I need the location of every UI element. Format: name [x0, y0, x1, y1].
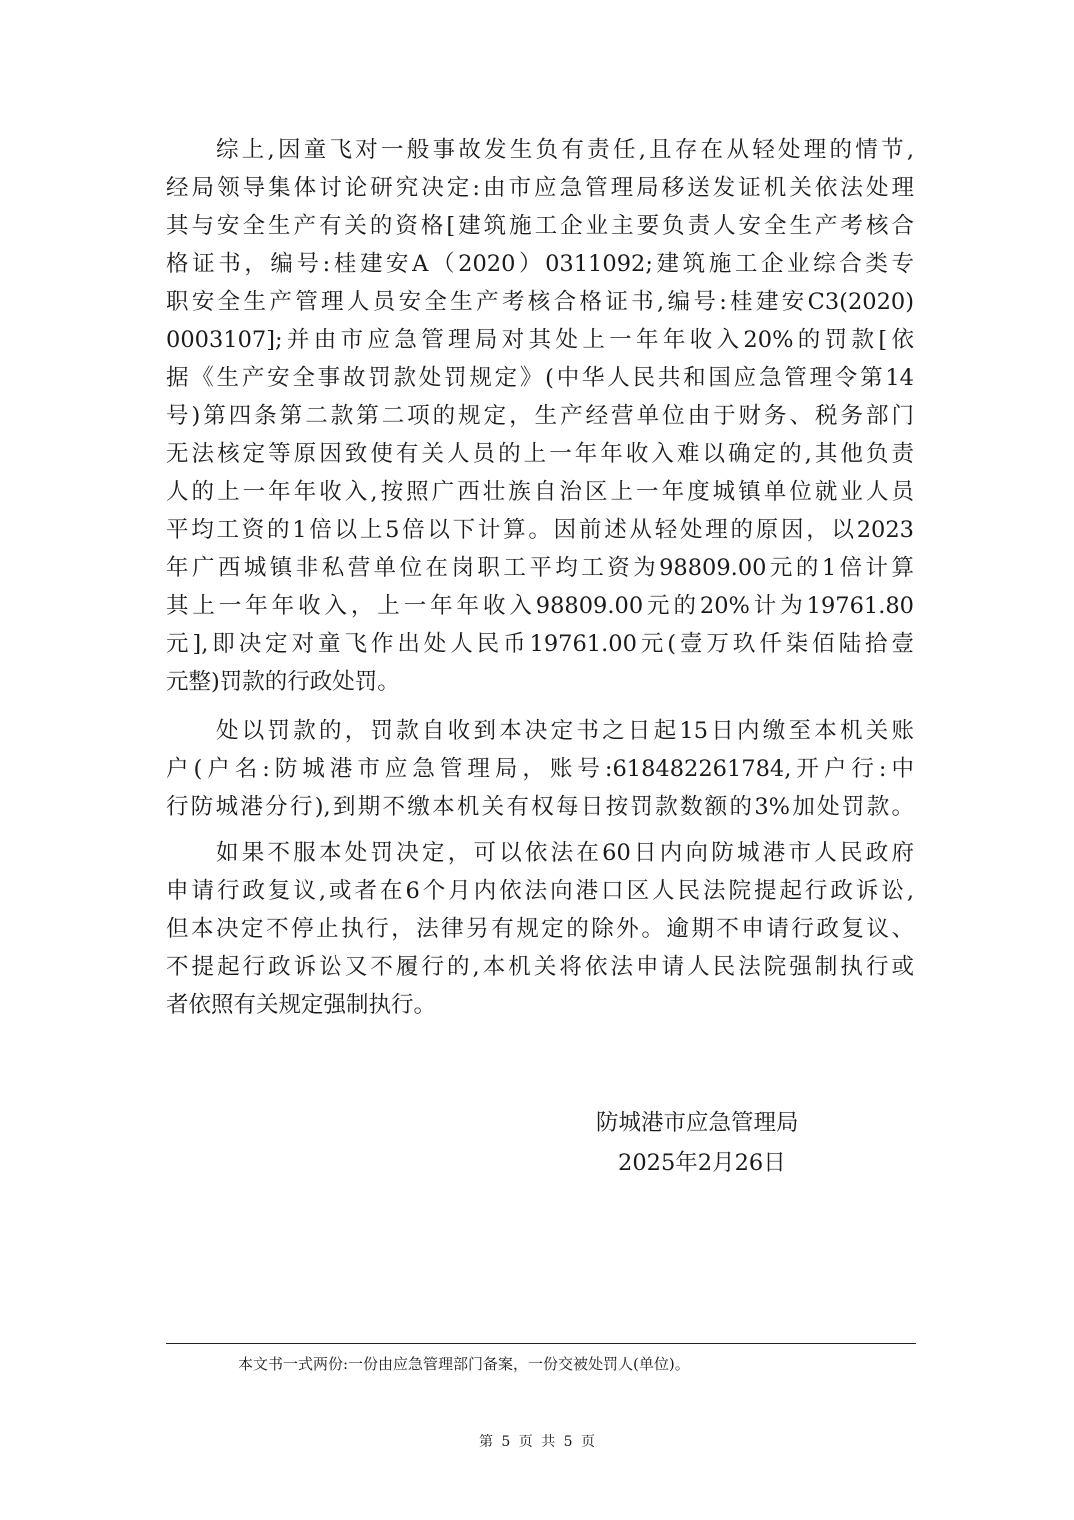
text-line: 据《生产安全事故罚款处罚规定》(中华人民共和国应急管理令第14 [166, 365, 914, 391]
text-line: 综上,因童飞对一般事故发生负有责任,且存在从轻处理的情节, [216, 137, 914, 163]
text-line: 职安全生产管理人员安全生产考核合格证书,编号:桂建安C3(2020) [166, 289, 914, 315]
text-line: 元整)罚款的行政处罚。 [166, 669, 400, 695]
issue-date: 2025年2月26日 [618, 1150, 786, 1176]
page-number: 第 5 页 共 5 页 [478, 1434, 596, 1450]
text-line: 经局领导集体讨论研究决定:由市应急管理局移送发证机关依法处理 [166, 175, 914, 201]
text-line: 其与安全生产有关的资格[建筑施工企业主要负责人安全生产考核合 [166, 213, 914, 239]
text-line: 行防城港分行),到期不缴本机关有权每日按罚款数额的3%加处罚款。 [166, 794, 914, 820]
text-line: 处以罚款的，罚款自收到本决定书之日起15日内缴至本机关账 [216, 718, 914, 744]
text-line: 申请行政复议,或者在6个月内依法向港口区人民法院提起行政诉讼, [166, 878, 914, 904]
text-line: 者依照有关规定强制执行。 [166, 992, 437, 1018]
text-line: 号)第四条第二款第二项的规定，生产经营单位由于财务、税务部门 [166, 403, 914, 429]
text-line: 但本决定不停止执行，法律另有规定的除外。逾期不申请行政复议、 [166, 916, 914, 942]
text-line: 无法核定等原因致使有关人员的上一年年收入难以确定的,其他负责 [166, 441, 914, 467]
text-line: 元],即决定对童飞作出处人民币19761.00元(壹万玖仟柒佰陆拾壹 [166, 631, 914, 657]
footnote: 本文书一式两份:一份由应急管理部门备案，一份交被处罚人(单位)。 [238, 1355, 690, 1373]
text-line: 平均工资的1倍以上5倍以下计算。因前述从轻处理的原因，以2023 [166, 517, 914, 543]
text-line: 其上一年年收入，上一年年收入98809.00元的20%计为19761.80 [166, 593, 914, 619]
text-line: 0003107];并由市应急管理局对其处上一年年收入20%的罚款[依 [166, 327, 914, 353]
footnote-divider [166, 1343, 916, 1344]
text-line: 如果不服本处罚决定，可以依法在60日内向防城港市人民政府 [216, 840, 914, 866]
issuing-organization: 防城港市应急管理局 [596, 1110, 799, 1136]
text-line: 年广西城镇非私营单位在岗职工平均工资为98809.00元的1倍计算 [166, 555, 914, 581]
text-line: 格证书，编号:桂建安A（2020）0311092;建筑施工企业综合类专 [166, 251, 914, 277]
text-line: 人的上一年年收入,按照广西壮族自治区上一年度城镇单位就业人员 [166, 479, 914, 505]
text-line: 户(户名:防城港市应急管理局，账号:618482261784,开户行:中 [166, 756, 914, 782]
text-line: 不提起行政诉讼又不履行的,本机关将依法申请人民法院强制执行或 [166, 954, 914, 980]
